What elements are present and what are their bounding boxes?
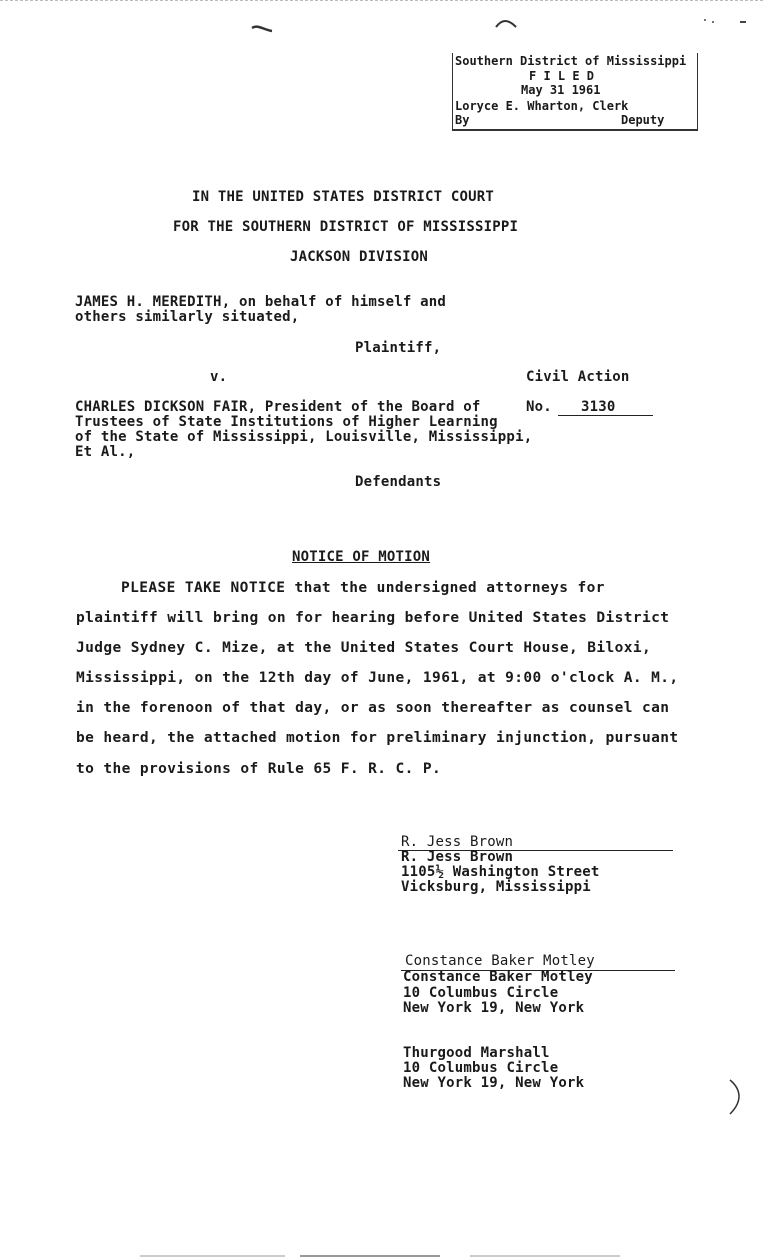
scan-mark-corner	[700, 16, 750, 28]
notice-line: Mississippi, on the 12th day of June, 1961, at 9:00 o'clock A. M.,	[76, 670, 679, 686]
notice-title: NOTICE OF MOTION	[292, 549, 431, 565]
court-heading-line2: FOR THE SOUTHERN DISTRICT OF MISSISSIPPI	[173, 219, 519, 235]
scan-top-edge	[0, 0, 763, 1]
attorney3-name: Thurgood Marshall	[403, 1045, 550, 1061]
civil-action-label: Civil Action	[526, 369, 630, 385]
defendant-line2: Trustees of State Institutions of Higher Learning	[75, 414, 498, 430]
defendant-line3: of the State of Mississippi, Louisville, Mississippi,	[75, 429, 533, 445]
plaintiff-label: Plaintiff,	[355, 340, 442, 356]
notice-line: to the provisions of Rule 65 F. R. C. P.	[76, 761, 442, 777]
attorney1-address2: Vicksburg, Mississippi	[401, 879, 591, 895]
attorney1-name: R. Jess Brown	[401, 849, 514, 865]
defendants-label: Defendants	[355, 474, 442, 490]
stamp-deputy: Deputy	[621, 113, 665, 127]
scan-bracket-mark	[726, 1078, 746, 1116]
defendant-line1: CHARLES DICKSON FAIR, President of the Board of	[75, 399, 481, 415]
plaintiff-line1: JAMES H. MEREDITH, on behalf of himself and	[75, 294, 447, 310]
versus-label: v.	[210, 369, 228, 385]
case-no-label: No.	[526, 399, 552, 415]
filed-stamp	[452, 53, 698, 131]
stamp-date: May 31 1961	[521, 83, 601, 97]
case-number-underline	[558, 415, 653, 416]
attorney1-address1: 1105½ Washington Street	[401, 864, 600, 880]
stamp-filed: F I L E D	[529, 69, 595, 83]
scan-mark-center	[494, 17, 518, 31]
attorney2-name: Constance Baker Motley	[403, 969, 593, 985]
defendant-line4: Et Al.,	[75, 444, 136, 460]
attorney3-address1: 10 Columbus Circle	[403, 1060, 559, 1076]
stamp-district: Southern District of Mississippi	[455, 54, 687, 68]
plaintiff-line2: others similarly situated,	[75, 309, 300, 325]
attorney1-signature: R. Jess Brown	[401, 834, 514, 850]
notice-line: in the forenoon of that day, or as soon thereafter as counsel can	[76, 700, 670, 716]
notice-line: plaintiff will bring on for hearing before United States District	[76, 610, 670, 626]
attorney2-address1: 10 Columbus Circle	[403, 985, 559, 1001]
stamp-clerk: Loryce E. Wharton, Clerk	[455, 99, 629, 113]
notice-line: Judge Sydney C. Mize, at the United States Court House, Biloxi,	[76, 640, 652, 656]
attorney2-signature: Constance Baker Motley	[405, 953, 595, 969]
attorney2-address2: New York 19, New York	[403, 1000, 585, 1016]
notice-line: be heard, the attached motion for preliminary injunction, pursuant	[76, 730, 679, 746]
court-heading-line3: JACKSON DIVISION	[290, 249, 429, 265]
court-heading-line1: IN THE UNITED STATES DISTRICT COURT	[192, 189, 495, 205]
case-number: 3130	[581, 399, 616, 415]
attorney3-address2: New York 19, New York	[403, 1075, 585, 1091]
stamp-by: By	[455, 113, 470, 127]
scan-bottom-edge	[0, 1252, 763, 1260]
notice-line: PLEASE TAKE NOTICE that the undersigned attorneys for	[121, 580, 605, 596]
scan-mark-left	[250, 22, 274, 34]
